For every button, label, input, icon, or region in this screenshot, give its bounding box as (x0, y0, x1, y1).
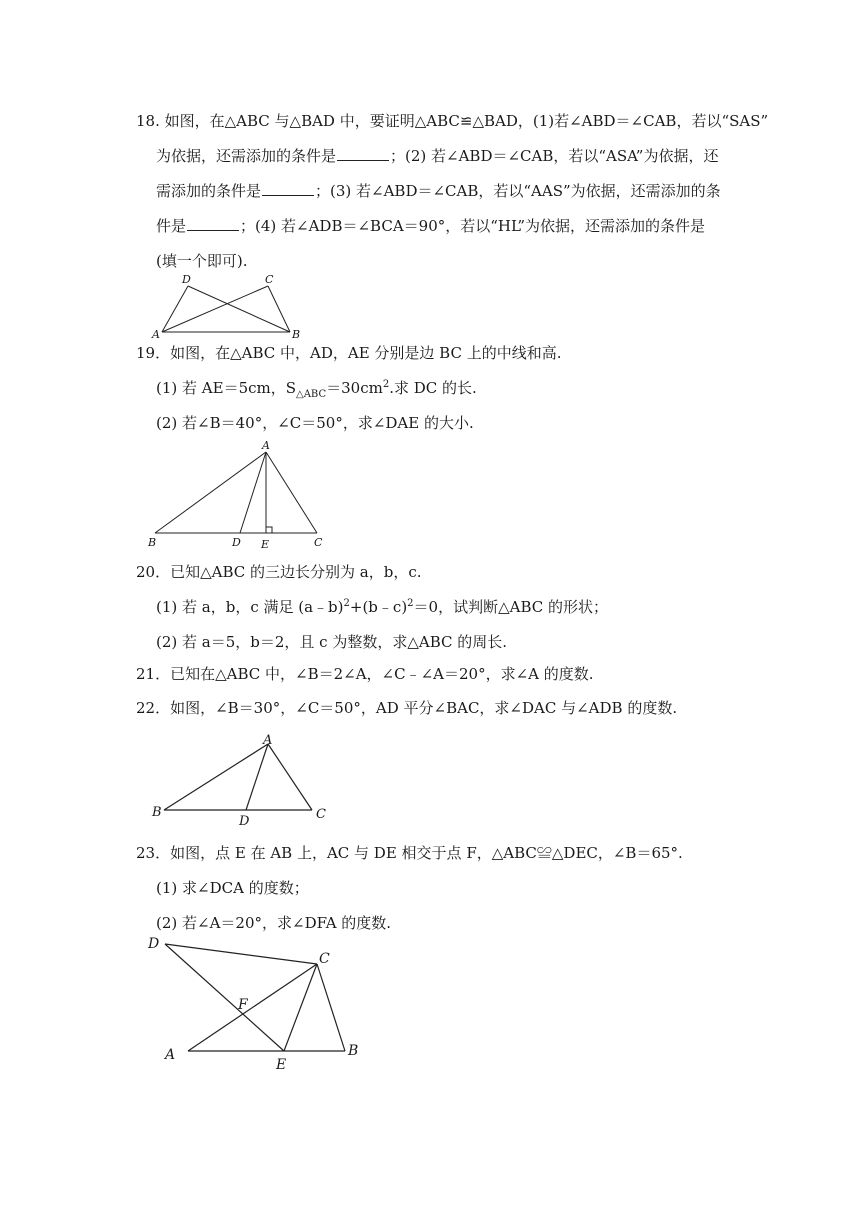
q19-line-2: (1) 若 AE＝5cm，$S_{\triangle ABC}=30cm^2$.求 DC 的长. (156, 379, 477, 400)
q19-label-b: B (148, 536, 157, 549)
q18-line-1: 18. 如图，在△ABC 与△BAD 中，要证明△ABC≌△BAD，(1)若∠ABD＝∠CAB，若以“SAS” (136, 112, 769, 130)
q18-blank-2[interactable] (262, 181, 314, 196)
q22-label-b: B (152, 805, 162, 820)
q18-line-4: 件是 ；(4) 若∠ADB＝∠BCA＝90°，若以“HL”为依据，还需添加的条件是 (156, 217, 706, 235)
q19-label-d: D (232, 536, 241, 549)
q19-figure (140, 440, 340, 552)
q18-line-5: (填一个即可). (156, 252, 248, 270)
q23-line-1: 23．如图，点 E 在 AB 上，AC 与 DE 相交于点 F，△ABC≌△DEC，∠B＝65°. (136, 844, 683, 862)
q22-label-c: C (316, 807, 326, 822)
q18-label-c: C (265, 273, 274, 286)
q19-label-a: A (262, 439, 270, 452)
q19-label-c: C (314, 536, 323, 549)
q18-line-3: 需添加的条件是 ；(3) 若∠ABD＝∠CAB，若以“AAS”为依据，还需添加的条 (156, 182, 721, 200)
q23-figure (140, 932, 380, 1074)
q19-label-e: E (261, 538, 270, 551)
q18-figure (140, 272, 310, 342)
q22-figure (140, 728, 340, 830)
q20-line-2: (1) 若 a，b，c 满足 (a﹣b)$^2$+(b﹣c)$^2$＝0，试判断△ABC 的形状； (156, 598, 609, 616)
q23-label-a: A (165, 1047, 176, 1063)
q18-label-b: B (292, 328, 301, 341)
q23-label-f: F (238, 997, 248, 1013)
q21-line-1: 21．已知在△ABC 中，∠B＝2∠A，∠C﹣∠A＝20°，求∠A 的度数. (136, 665, 594, 683)
q18-line-2: 为依据，还需添加的条件是 ；(2) 若∠ABD＝∠CAB，若以“ASA”为依据，还 (156, 147, 719, 165)
q23-line-3: (2) 若∠A＝20°，求∠DFA 的度数. (156, 914, 392, 932)
q22-line-1: 22．如图，∠B＝30°，∠C＝50°，AD 平分∠BAC，求∠DAC 与∠ADB 的度数. (136, 699, 678, 717)
q19-line-1: 19．如图，在△ABC 中，AD，AE 分别是边 BC 上的中线和高. (136, 344, 562, 362)
q22-label-d: D (239, 814, 250, 829)
q23-label-e: E (276, 1057, 287, 1073)
q23-label-d: D (148, 936, 160, 952)
q23-label-b: B (348, 1043, 359, 1059)
q18-label-d: D (182, 273, 191, 286)
q18-blank-3[interactable] (187, 216, 239, 231)
q23-line-2: (1) 求∠DCA 的度数； (156, 879, 309, 897)
q18-blank-1[interactable] (337, 146, 389, 161)
q18-label-a: A (152, 328, 160, 341)
q23-label-c: C (319, 951, 330, 967)
q20-line-3: (2) 若 a＝5，b＝2，且 c 为整数，求△ABC 的周长. (156, 633, 508, 651)
q19-line-3: (2) 若∠B＝40°，∠C＝50°，求∠DAE 的大小. (156, 414, 474, 432)
q22-label-a: A (263, 733, 273, 748)
q20-line-1: 20．已知△ABC 的三边长分别为 a，b，c. (136, 563, 422, 581)
